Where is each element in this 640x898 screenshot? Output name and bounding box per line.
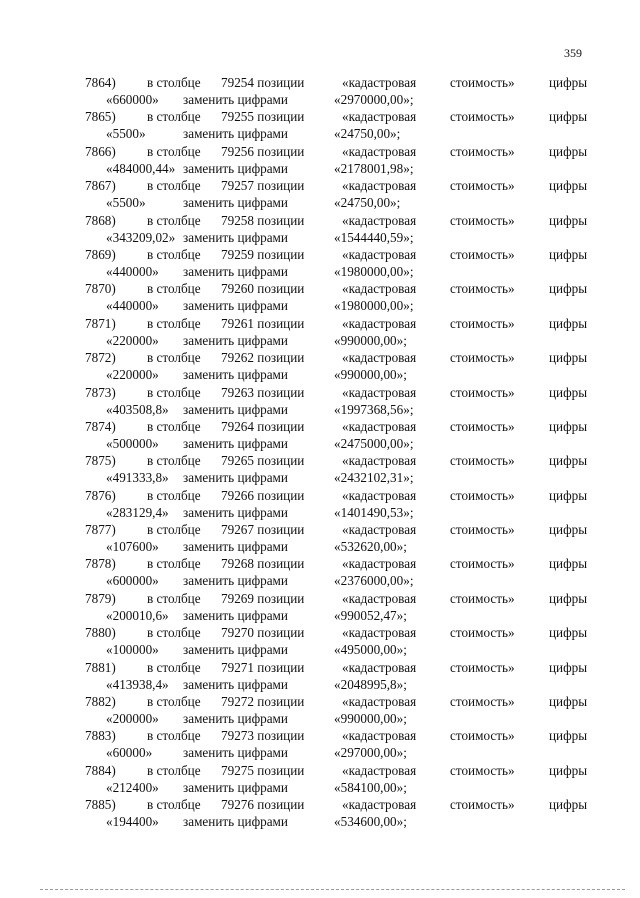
column-phrase: в столбце <box>147 178 201 194</box>
new-value: «1401490,53»; <box>334 504 414 520</box>
entry-line-2 <box>0 676 640 693</box>
column-phrase: в столбце <box>147 797 201 813</box>
entry-line-1 <box>0 349 640 366</box>
list-item <box>0 212 640 246</box>
old-value: «660000» <box>106 92 159 107</box>
digits-word: цифры <box>549 487 588 503</box>
new-value: «990000,00»; <box>334 367 407 383</box>
entry-number: 7870) <box>85 281 116 297</box>
entry-line-1 <box>0 624 640 641</box>
digits-word: цифры <box>549 212 588 228</box>
replace-phrase: заменить цифрами <box>183 160 288 176</box>
new-value: «2048995,8»; <box>334 676 407 692</box>
entry-number: 7883) <box>85 728 116 744</box>
cadastral-word: «кадастровая <box>342 556 417 572</box>
cost-word: стоимость» <box>450 384 515 400</box>
entry-line-2 <box>0 125 640 142</box>
replace-phrase: заменить цифрами <box>183 676 288 692</box>
list-item <box>0 727 640 761</box>
column-phrase: в столбце <box>147 694 201 710</box>
entry-number: 7874) <box>85 418 116 434</box>
cost-word: стоимость» <box>450 728 515 744</box>
entry-line-2 <box>0 435 640 452</box>
new-value: «2178001,98»; <box>334 160 414 176</box>
new-value: «2376000,00»; <box>334 573 414 589</box>
entry-line-2 <box>0 229 640 246</box>
cadastral-word: «кадастровая <box>342 659 417 675</box>
column-phrase: в столбце <box>147 246 201 262</box>
cost-word: стоимость» <box>450 522 515 538</box>
list-item <box>0 349 640 383</box>
cost-word: стоимость» <box>450 75 515 90</box>
cadastral-word: «кадастровая <box>342 590 417 606</box>
cadastral-word: «кадастровая <box>342 625 417 641</box>
cadastral-word: «кадастровая <box>342 350 417 366</box>
new-value: «990052,47»; <box>334 607 407 623</box>
cost-word: стоимость» <box>450 281 515 297</box>
entry-line-2 <box>0 160 640 177</box>
replace-phrase: заменить цифрами <box>183 745 288 761</box>
column-phrase: в столбце <box>147 418 201 434</box>
entry-line-1 <box>0 452 640 469</box>
position-phrase: 79261 позиции <box>221 315 305 331</box>
replace-phrase: заменить цифрами <box>183 298 288 314</box>
cost-word: стоимость» <box>450 143 515 159</box>
entry-line-1 <box>0 796 640 813</box>
old-value: «403508,8» <box>106 401 169 417</box>
cadastral-word: «кадастровая <box>342 315 417 331</box>
entry-line-1 <box>0 521 640 538</box>
entry-line-2 <box>0 607 640 624</box>
entry-line-1 <box>0 246 640 263</box>
entry-line-2 <box>0 194 640 211</box>
cadastral-word: «кадастровая <box>342 797 417 813</box>
entry-number: 7875) <box>85 453 116 469</box>
new-value: «1980000,00»; <box>334 298 414 314</box>
entry-line-1 <box>0 108 640 125</box>
amendment-list <box>0 74 640 831</box>
position-phrase: 79257 позиции <box>221 178 305 194</box>
cost-word: стоимость» <box>450 556 515 572</box>
entry-number: 7866) <box>85 143 116 159</box>
digits-word: цифры <box>549 143 588 159</box>
list-item <box>0 762 640 796</box>
cadastral-word: «кадастровая <box>342 178 417 194</box>
cost-word: стоимость» <box>450 178 515 194</box>
digits-word: цифры <box>549 762 588 778</box>
entry-line-2 <box>0 504 640 521</box>
new-value: «1997368,56»; <box>334 401 414 417</box>
position-phrase: 79265 позиции <box>221 453 305 469</box>
position-phrase: 79256 позиции <box>221 143 305 159</box>
position-phrase: 79276 позиции <box>221 797 305 813</box>
position-phrase: 79264 позиции <box>221 418 305 434</box>
page-number: 359 <box>564 46 582 60</box>
digits-word: цифры <box>549 453 588 469</box>
digits-word: цифры <box>549 384 588 400</box>
replace-phrase: заменить цифрами <box>183 504 288 520</box>
column-phrase: в столбце <box>147 625 201 641</box>
cadastral-word: «кадастровая <box>342 109 417 125</box>
column-phrase: в столбце <box>147 522 201 538</box>
old-value: «500000» <box>106 435 159 451</box>
column-phrase: в столбце <box>147 659 201 675</box>
cadastral-word: «кадастровая <box>342 75 417 90</box>
cadastral-word: «кадастровая <box>342 522 417 538</box>
old-value: «212400» <box>106 779 159 795</box>
entry-line-2 <box>0 91 640 108</box>
new-value: «2970000,00»; <box>334 92 414 107</box>
entry-line-2 <box>0 401 640 418</box>
entry-line-2 <box>0 469 640 486</box>
cost-word: стоимость» <box>450 212 515 228</box>
entry-line-2 <box>0 710 640 727</box>
cost-word: стоимость» <box>450 453 515 469</box>
position-phrase: 79259 позиции <box>221 246 305 262</box>
entry-number: 7879) <box>85 590 116 606</box>
list-item <box>0 693 640 727</box>
position-phrase: 79275 позиции <box>221 762 305 778</box>
entry-number: 7881) <box>85 659 116 675</box>
new-value: «2475000,00»; <box>334 435 414 451</box>
cadastral-word: «кадастровая <box>342 212 417 228</box>
column-phrase: в столбце <box>147 453 201 469</box>
digits-word: цифры <box>549 418 588 434</box>
old-value: «60000» <box>106 745 153 761</box>
old-value: «484000,44» <box>106 160 176 176</box>
list-item <box>0 452 640 486</box>
entry-line-2 <box>0 813 640 830</box>
digits-word: цифры <box>549 281 588 297</box>
column-phrase: в столбце <box>147 281 201 297</box>
cost-word: стоимость» <box>450 694 515 710</box>
cadastral-word: «кадастровая <box>342 762 417 778</box>
column-phrase: в столбце <box>147 728 201 744</box>
list-item <box>0 555 640 589</box>
digits-word: цифры <box>549 659 588 675</box>
list-item <box>0 659 640 693</box>
new-value: «2432102,31»; <box>334 470 414 486</box>
cadastral-word: «кадастровая <box>342 143 417 159</box>
new-value: «1980000,00»; <box>334 263 414 279</box>
list-item <box>0 108 640 142</box>
digits-word: цифры <box>549 694 588 710</box>
old-value: «107600» <box>106 539 159 555</box>
entry-line-2 <box>0 297 640 314</box>
cost-word: стоимость» <box>450 315 515 331</box>
entry-line-1 <box>0 384 640 401</box>
cost-word: стоимость» <box>450 487 515 503</box>
column-phrase: в столбце <box>147 384 201 400</box>
entry-line-2 <box>0 366 640 383</box>
position-phrase: 79263 позиции <box>221 384 305 400</box>
old-value: «100000» <box>106 642 159 658</box>
column-phrase: в столбце <box>147 109 201 125</box>
list-item <box>0 796 640 830</box>
cadastral-word: «кадастровая <box>342 246 417 262</box>
replace-phrase: заменить цифрами <box>183 401 288 417</box>
list-item <box>0 418 640 452</box>
list-item <box>0 521 640 555</box>
entry-number: 7877) <box>85 522 116 538</box>
entry-line-2 <box>0 538 640 555</box>
entry-line-1 <box>0 659 640 676</box>
digits-word: цифры <box>549 246 588 262</box>
digits-word: цифры <box>549 350 588 366</box>
digits-word: цифры <box>549 728 588 744</box>
new-value: «1544440,59»; <box>334 229 414 245</box>
position-phrase: 79271 позиции <box>221 659 305 675</box>
column-phrase: в столбце <box>147 762 201 778</box>
position-phrase: 79255 позиции <box>221 109 305 125</box>
entry-line-2 <box>0 779 640 796</box>
entry-line-1 <box>0 280 640 297</box>
list-item <box>0 487 640 521</box>
new-value: «495000,00»; <box>334 642 407 658</box>
entry-line-1 <box>0 590 640 607</box>
position-phrase: 79267 позиции <box>221 522 305 538</box>
replace-phrase: заменить цифрами <box>183 779 288 795</box>
new-value: «584100,00»; <box>334 779 407 795</box>
cost-word: стоимость» <box>450 109 515 125</box>
position-phrase: 79254 позиции <box>221 75 305 90</box>
replace-phrase: заменить цифрами <box>183 573 288 589</box>
entry-number: 7876) <box>85 487 116 503</box>
old-value: «600000» <box>106 573 159 589</box>
entry-line-2 <box>0 572 640 589</box>
digits-word: цифры <box>549 797 588 813</box>
cadastral-word: «кадастровая <box>342 281 417 297</box>
entry-line-1 <box>0 418 640 435</box>
list-item <box>0 74 640 108</box>
cadastral-word: «кадастровая <box>342 728 417 744</box>
new-value: «24750,00»; <box>334 126 401 142</box>
list-item <box>0 177 640 211</box>
list-item <box>0 246 640 280</box>
old-value: «220000» <box>106 332 159 348</box>
old-value: «413938,4» <box>106 676 169 692</box>
digits-word: цифры <box>549 522 588 538</box>
cadastral-word: «кадастровая <box>342 418 417 434</box>
position-phrase: 79260 позиции <box>221 281 305 297</box>
entry-number: 7873) <box>85 384 116 400</box>
entry-line-1 <box>0 177 640 194</box>
entry-line-1 <box>0 555 640 572</box>
digits-word: цифры <box>549 625 588 641</box>
replace-phrase: заменить цифрами <box>183 607 288 623</box>
entry-number: 7865) <box>85 109 116 125</box>
entry-line-1 <box>0 727 640 744</box>
position-phrase: 79272 позиции <box>221 694 305 710</box>
replace-phrase: заменить цифрами <box>183 814 288 830</box>
replace-phrase: заменить цифрами <box>183 263 288 279</box>
replace-phrase: заменить цифрами <box>183 332 288 348</box>
entry-number: 7871) <box>85 315 116 331</box>
column-phrase: в столбце <box>147 143 201 159</box>
old-value: «200010,6» <box>106 607 169 623</box>
position-phrase: 79273 позиции <box>221 728 305 744</box>
digits-word: цифры <box>549 109 588 125</box>
list-item <box>0 384 640 418</box>
entry-number: 7869) <box>85 246 116 262</box>
cadastral-word: «кадастровая <box>342 487 417 503</box>
entry-number: 7868) <box>85 212 116 228</box>
entry-line-2 <box>0 263 640 280</box>
digits-word: цифры <box>549 75 588 90</box>
old-value: «440000» <box>106 263 159 279</box>
replace-phrase: заменить цифрами <box>183 229 288 245</box>
digits-word: цифры <box>549 590 588 606</box>
old-value: «5500» <box>106 126 146 142</box>
cadastral-word: «кадастровая <box>342 694 417 710</box>
replace-phrase: заменить цифрами <box>183 711 288 727</box>
cost-word: стоимость» <box>450 350 515 366</box>
entry-number: 7880) <box>85 625 116 641</box>
position-phrase: 79269 позиции <box>221 590 305 606</box>
position-phrase: 79270 позиции <box>221 625 305 641</box>
cadastral-word: «кадастровая <box>342 453 417 469</box>
digits-word: цифры <box>549 556 588 572</box>
cadastral-word: «кадастровая <box>342 384 417 400</box>
list-item <box>0 590 640 624</box>
old-value: «5500» <box>106 195 146 211</box>
entry-line-1 <box>0 762 640 779</box>
new-value: «990000,00»; <box>334 332 407 348</box>
new-value: «24750,00»; <box>334 195 401 211</box>
entry-line-1 <box>0 693 640 710</box>
cost-word: стоимость» <box>450 418 515 434</box>
new-value: «297000,00»; <box>334 745 407 761</box>
entry-number: 7878) <box>85 556 116 572</box>
old-value: «343209,02» <box>106 229 176 245</box>
old-value: «440000» <box>106 298 159 314</box>
cost-word: стоимость» <box>450 246 515 262</box>
replace-phrase: заменить цифрами <box>183 642 288 658</box>
old-value: «220000» <box>106 367 159 383</box>
column-phrase: в столбце <box>147 75 201 90</box>
entry-line-1 <box>0 74 640 91</box>
replace-phrase: заменить цифрами <box>183 126 288 142</box>
replace-phrase: заменить цифрами <box>183 470 288 486</box>
list-item <box>0 143 640 177</box>
position-phrase: 79258 позиции <box>221 212 305 228</box>
replace-phrase: заменить цифрами <box>183 435 288 451</box>
cost-word: стоимость» <box>450 659 515 675</box>
old-value: «491333,8» <box>106 470 169 486</box>
entry-number: 7884) <box>85 762 116 778</box>
digits-word: цифры <box>549 315 588 331</box>
position-phrase: 79268 позиции <box>221 556 305 572</box>
list-item <box>0 315 640 349</box>
list-item <box>0 624 640 658</box>
position-phrase: 79266 позиции <box>221 487 305 503</box>
entry-number: 7864) <box>85 75 116 90</box>
digits-word: цифры <box>549 178 588 194</box>
column-phrase: в столбце <box>147 590 201 606</box>
list-item <box>0 280 640 314</box>
replace-phrase: заменить цифрами <box>183 367 288 383</box>
replace-phrase: заменить цифрами <box>183 539 288 555</box>
position-phrase: 79262 позиции <box>221 350 305 366</box>
cost-word: стоимость» <box>450 625 515 641</box>
new-value: «532620,00»; <box>334 539 407 555</box>
old-value: «194400» <box>106 814 159 830</box>
cost-word: стоимость» <box>450 762 515 778</box>
column-phrase: в столбце <box>147 315 201 331</box>
footer-divider <box>40 889 625 890</box>
old-value: «283129,4» <box>106 504 169 520</box>
entry-number: 7882) <box>85 694 116 710</box>
cost-word: стоимость» <box>450 590 515 606</box>
entry-line-1 <box>0 487 640 504</box>
column-phrase: в столбце <box>147 212 201 228</box>
column-phrase: в столбце <box>147 556 201 572</box>
new-value: «534600,00»; <box>334 814 407 830</box>
replace-phrase: заменить цифрами <box>183 195 288 211</box>
column-phrase: в столбце <box>147 350 201 366</box>
entry-line-2 <box>0 641 640 658</box>
entry-line-2 <box>0 744 640 761</box>
entry-line-2 <box>0 332 640 349</box>
entry-line-1 <box>0 315 640 332</box>
entry-number: 7867) <box>85 178 116 194</box>
entry-number: 7885) <box>85 797 116 813</box>
entry-number: 7872) <box>85 350 116 366</box>
column-phrase: в столбце <box>147 487 201 503</box>
entry-line-1 <box>0 143 640 160</box>
new-value: «990000,00»; <box>334 711 407 727</box>
cost-word: стоимость» <box>450 797 515 813</box>
replace-phrase: заменить цифрами <box>183 92 288 107</box>
entry-line-1 <box>0 212 640 229</box>
old-value: «200000» <box>106 711 159 727</box>
